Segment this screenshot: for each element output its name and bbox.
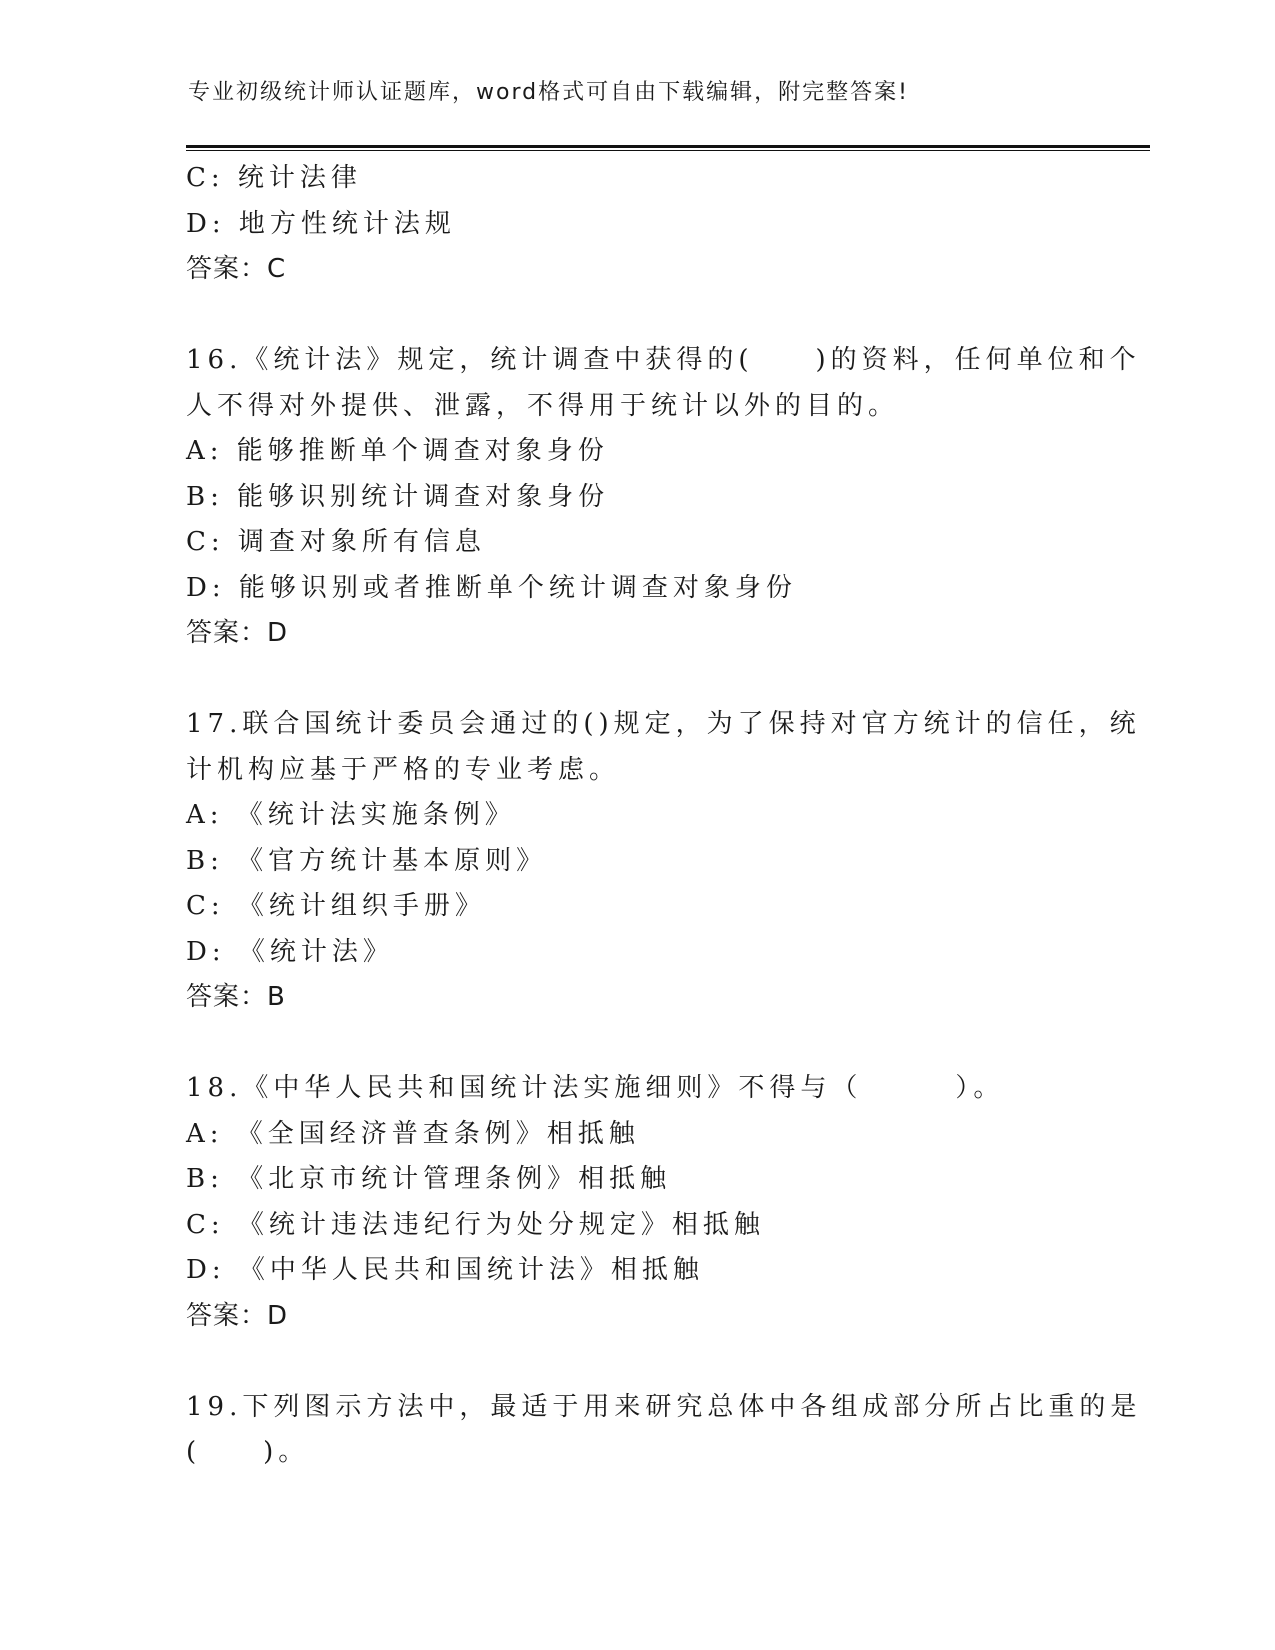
answer-text: 答案：D: [186, 618, 289, 648]
header-divider-thin: [186, 150, 1150, 151]
prev-question-block: [186, 156, 1086, 293]
question-stem-line: ( )。: [186, 1437, 310, 1467]
header-divider-thick: [186, 145, 1150, 148]
question-content: [186, 156, 1142, 1476]
option-a: A: 《全国经济普查条例》相抵触: [186, 1118, 640, 1149]
option-d: D: 地方性统计法规: [186, 208, 456, 239]
question-stem-line: 18.《中华人民共和国统计法实施细则》不得与（ ）。: [186, 1073, 1005, 1103]
option-d: D: 《统计法》: [186, 936, 394, 967]
answer-text: 答案：D: [186, 1300, 289, 1331]
option-d: D: 能够识别或者推断单个统计调查对象身份: [186, 572, 797, 603]
question-block-17: [186, 702, 1141, 1021]
option-b: B: 《北京市统计管理条例》相抵触: [186, 1164, 672, 1194]
answer-text: 答案：B: [186, 982, 286, 1012]
question-stem-line: 人不得对外提供、泄露，不得用于统计以外的目的。: [186, 390, 900, 421]
option-b: B: 能够识别统计调查对象身份: [186, 481, 610, 512]
page-header: 专业初级统计师认证题库，word格式可自由下载编辑，附完整答案!: [188, 80, 909, 105]
answer-text: 答案：C: [186, 254, 287, 284]
option-c: C: 《统计违法违纪行为处分规定》相抵触: [186, 1209, 765, 1240]
option-c: C: 《统计组织手册》: [186, 891, 486, 921]
option-b: B: 《官方统计基本原则》: [186, 845, 548, 876]
option-c: C: 统计法律: [186, 163, 362, 193]
option-a: A: 能够推断单个调查对象身份: [186, 436, 609, 466]
question-block-19: [186, 1385, 1142, 1476]
question-stem-line: 16.《统计法》规定，统计调查中获得的( )的资料，任何单位和个: [186, 345, 1141, 375]
option-c: C: 调查对象所有信息: [186, 527, 486, 557]
question-block-16: [186, 338, 1141, 657]
question-stem-line: 17.联合国统计委员会通过的()规定，为了保持对官方统计的信任，统: [186, 709, 1141, 739]
option-a: A: 《统计法实施条例》: [186, 800, 516, 830]
question-stem-line: 19.下列图示方法中，最适于用来研究总体中各组成部分所占比重的是: [186, 1391, 1142, 1422]
question-block-18: [186, 1066, 1086, 1339]
option-d: D: 《中华人民共和国统计法》相抵触: [186, 1255, 704, 1285]
question-stem-line: 计机构应基于严格的专业考虑。: [186, 754, 621, 785]
